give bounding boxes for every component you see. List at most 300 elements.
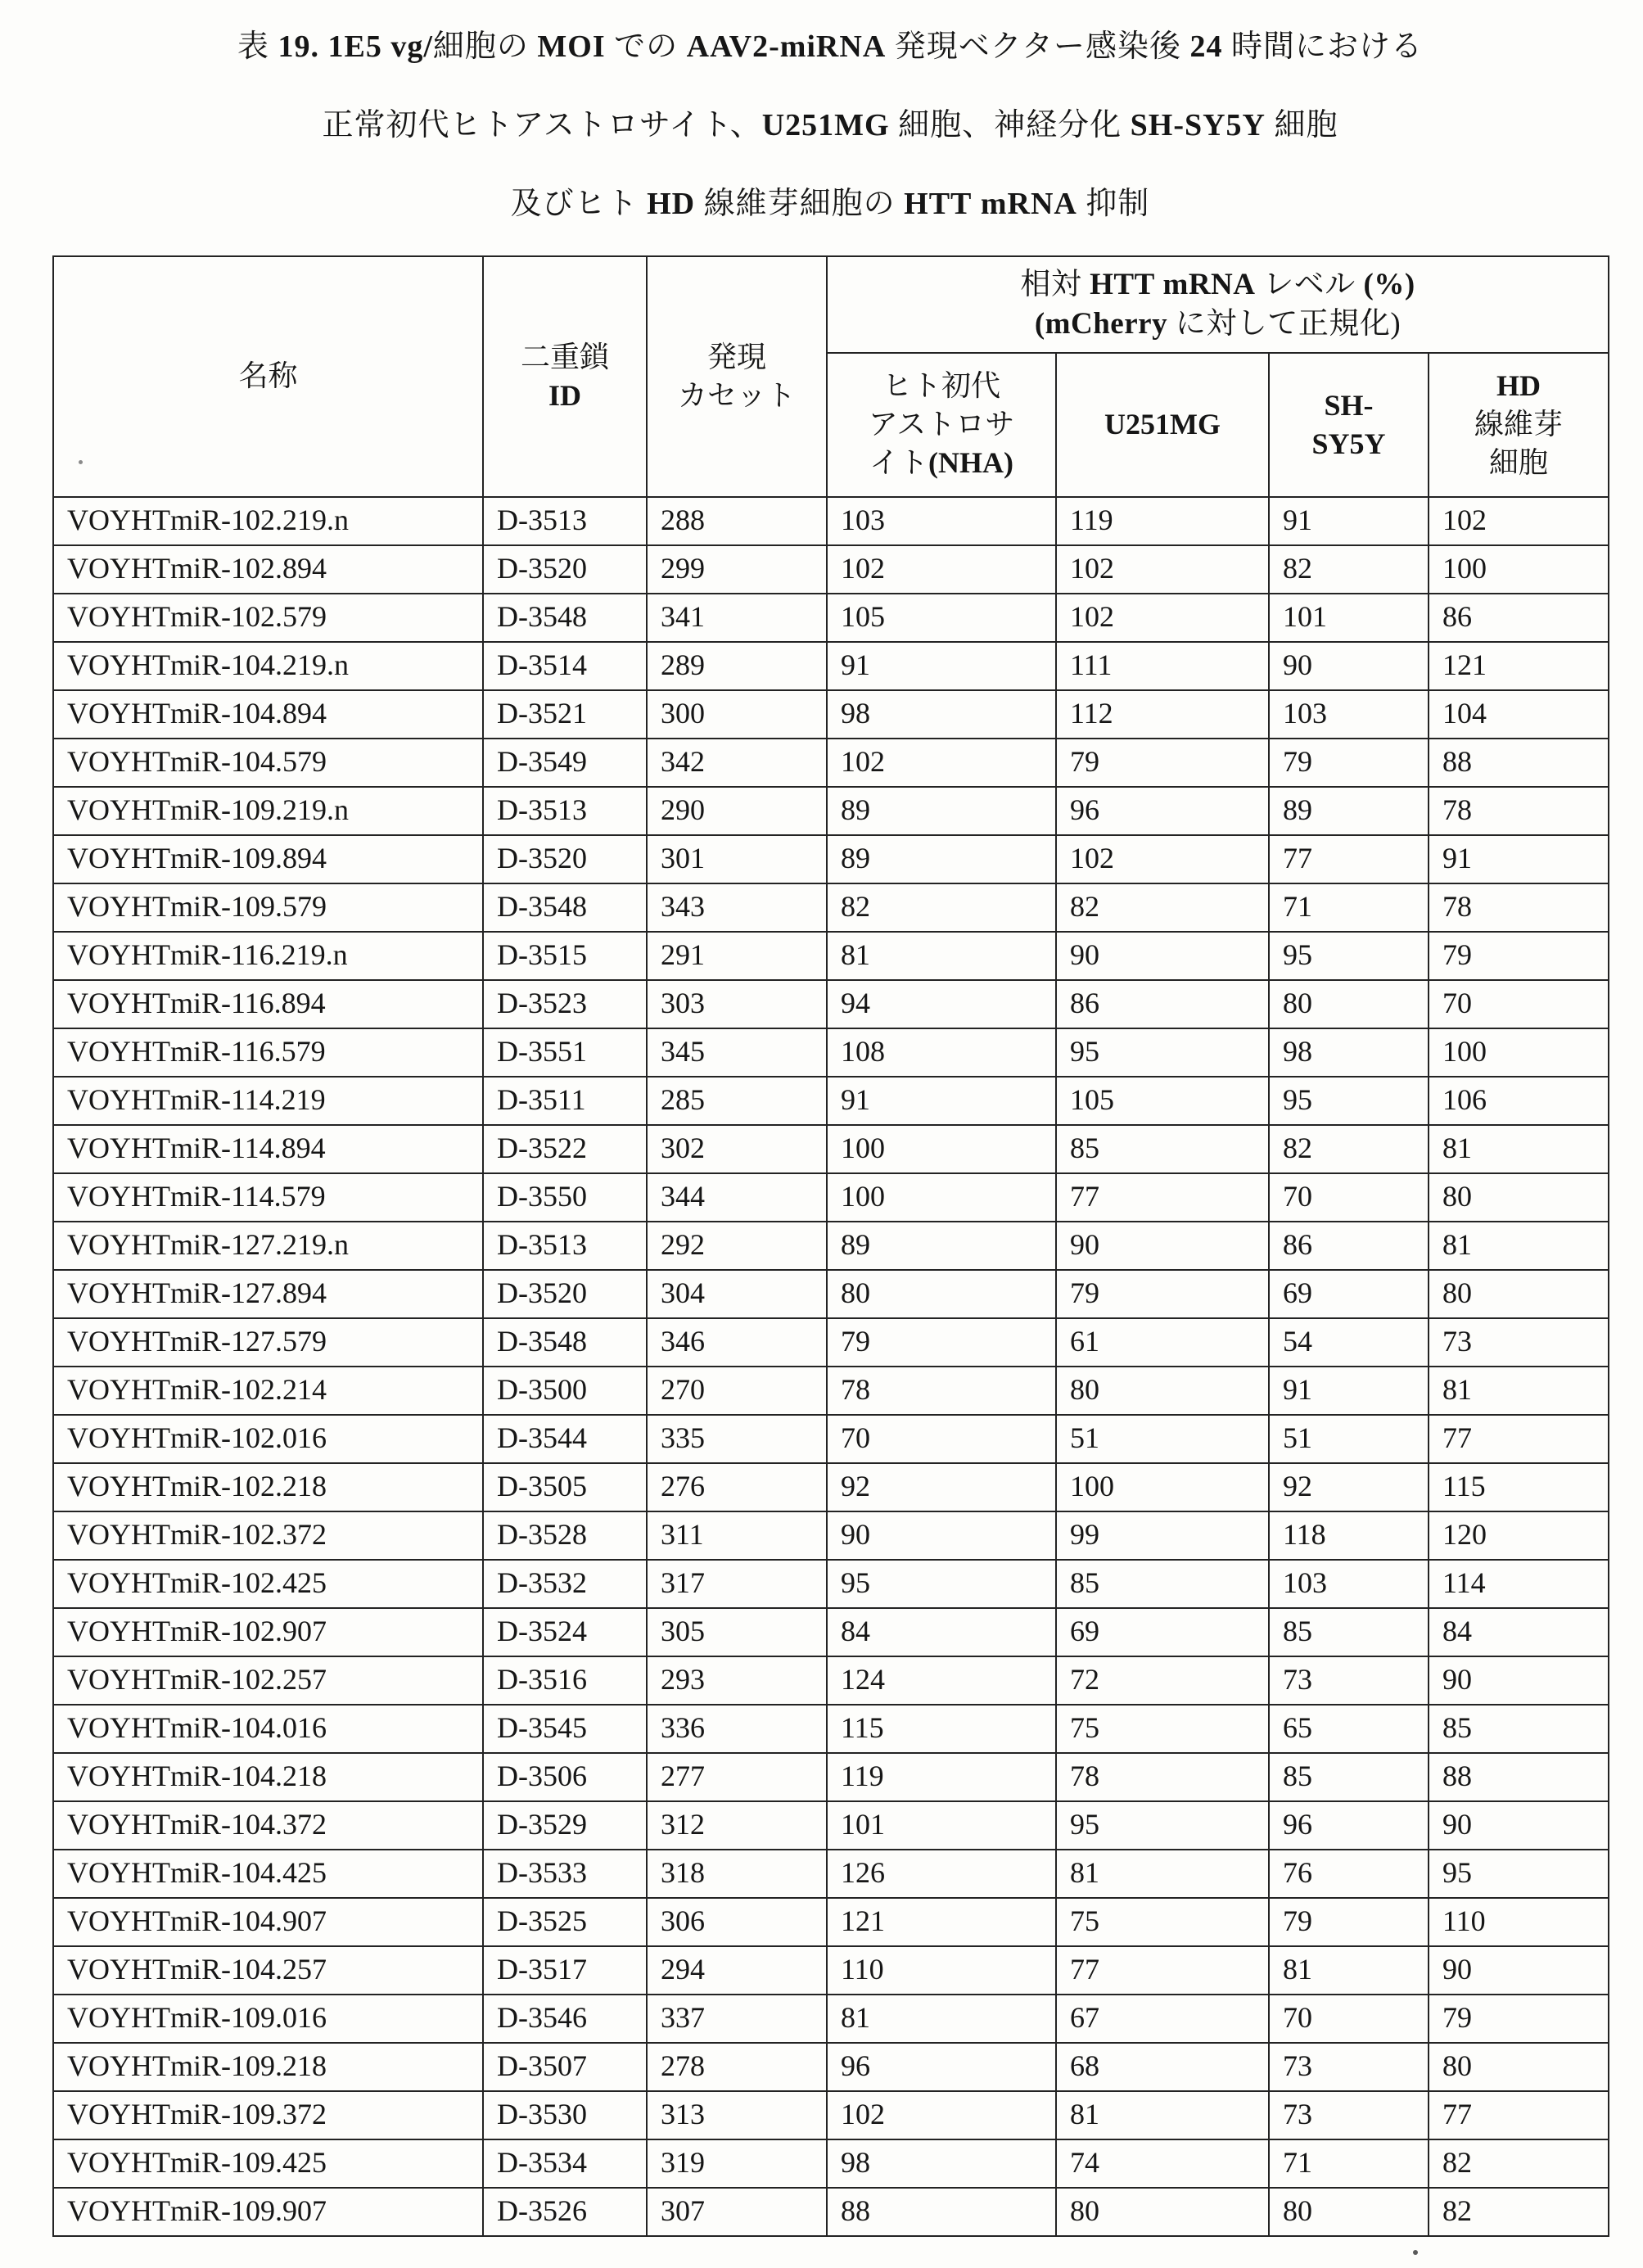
- nha-value-cell: 95: [827, 1560, 1056, 1608]
- shsy5y-value-cell: 96: [1269, 1801, 1429, 1850]
- duplex-id-cell: D-3522: [483, 1125, 647, 1173]
- nha-value-cell: 102: [827, 739, 1056, 787]
- shsy5y-value-cell: 95: [1269, 1077, 1429, 1125]
- table-row: [53, 497, 1609, 545]
- shsy5y-value-cell: 70: [1269, 1995, 1429, 2043]
- table-row: [53, 1753, 1609, 1801]
- scan-artifact-dot: [79, 460, 83, 464]
- table-row: [53, 1028, 1609, 1077]
- title-line-2: 正常初代ヒトアストロサイト、U251MG 細胞、神経分化 SH-SY5Y 細胞: [322, 107, 1338, 142]
- cassette-cell: 345: [647, 1028, 827, 1077]
- name-cell: VOYHTmiR-104.425: [53, 1850, 483, 1898]
- table-row: [53, 690, 1609, 739]
- nha-value-cell: 91: [827, 642, 1056, 690]
- name-cell: VOYHTmiR-102.579: [53, 594, 483, 642]
- duplex-id-cell: D-3528: [483, 1511, 647, 1560]
- shsy5y-value-cell: 95: [1269, 932, 1429, 980]
- duplex-id-cell: D-3548: [483, 594, 647, 642]
- u251mg-value-cell: 68: [1056, 2043, 1269, 2091]
- nha-value-cell: 88: [827, 2188, 1056, 2236]
- nha-value-cell: 82: [827, 883, 1056, 932]
- shsy5y-value-cell: 85: [1269, 1753, 1429, 1801]
- duplex-id-cell: D-3544: [483, 1415, 647, 1463]
- duplex-id-cell: D-3533: [483, 1850, 647, 1898]
- cassette-cell: 294: [647, 1946, 827, 1995]
- table-body: [53, 497, 1609, 2236]
- name-cell: VOYHTmiR-104.016: [53, 1705, 483, 1753]
- duplex-id-cell: D-3545: [483, 1705, 647, 1753]
- u251mg-value-cell: 67: [1056, 1995, 1269, 2043]
- table-row: [53, 1560, 1609, 1608]
- cassette-cell: 293: [647, 1656, 827, 1705]
- duplex-id-cell: D-3520: [483, 545, 647, 594]
- cassette-cell: 292: [647, 1222, 827, 1270]
- cassette-cell: 336: [647, 1705, 827, 1753]
- name-cell: VOYHTmiR-127.894: [53, 1270, 483, 1318]
- cassette-cell: 285: [647, 1077, 827, 1125]
- u251mg-value-cell: 72: [1056, 1656, 1269, 1705]
- shsy5y-value-cell: 79: [1269, 739, 1429, 787]
- cassette-cell: 288: [647, 497, 827, 545]
- hd-value-cell: 82: [1429, 2188, 1609, 2236]
- hd-value-cell: 80: [1429, 1270, 1609, 1318]
- nha-value-cell: 108: [827, 1028, 1056, 1077]
- table-row: [53, 642, 1609, 690]
- name-cell: VOYHTmiR-104.372: [53, 1801, 483, 1850]
- u251mg-value-cell: 96: [1056, 787, 1269, 835]
- hd-value-cell: 90: [1429, 1801, 1609, 1850]
- duplex-id-cell: D-3513: [483, 497, 647, 545]
- name-cell: VOYHTmiR-102.214: [53, 1367, 483, 1415]
- name-cell: VOYHTmiR-104.579: [53, 739, 483, 787]
- duplex-id-cell: D-3546: [483, 1995, 647, 2043]
- u251mg-value-cell: 100: [1056, 1463, 1269, 1511]
- nha-value-cell: 102: [827, 2091, 1056, 2139]
- header-sh-sy5y: SH- SY5Y: [1269, 353, 1429, 497]
- name-cell: VOYHTmiR-114.579: [53, 1173, 483, 1222]
- name-cell: VOYHTmiR-104.218: [53, 1753, 483, 1801]
- u251mg-value-cell: 90: [1056, 1222, 1269, 1270]
- nha-value-cell: 100: [827, 1173, 1056, 1222]
- duplex-id-cell: D-3505: [483, 1463, 647, 1511]
- u251mg-value-cell: 95: [1056, 1028, 1269, 1077]
- nha-value-cell: 101: [827, 1801, 1056, 1850]
- hd-value-cell: 81: [1429, 1367, 1609, 1415]
- u251mg-value-cell: 102: [1056, 835, 1269, 883]
- nha-value-cell: 103: [827, 497, 1056, 545]
- table-row: [53, 594, 1609, 642]
- header-name: 名称: [53, 256, 483, 497]
- nha-value-cell: 110: [827, 1946, 1056, 1995]
- nha-value-cell: 90: [827, 1511, 1056, 1560]
- u251mg-value-cell: 119: [1056, 497, 1269, 545]
- cassette-cell: 344: [647, 1173, 827, 1222]
- nha-value-cell: 100: [827, 1125, 1056, 1173]
- table-row: [53, 1995, 1609, 2043]
- title-line-1: 表 19. 1E5 vg/細胞の MOI での AAV2-miRNA 発現ベクター感染後 24 時間における: [237, 29, 1424, 64]
- u251mg-value-cell: 86: [1056, 980, 1269, 1028]
- nha-value-cell: 79: [827, 1318, 1056, 1367]
- u251mg-value-cell: 111: [1056, 642, 1269, 690]
- name-cell: VOYHTmiR-109.579: [53, 883, 483, 932]
- htt-mrna-suppression-table: [52, 255, 1609, 2237]
- shsy5y-value-cell: 76: [1269, 1850, 1429, 1898]
- hd-value-cell: 80: [1429, 1173, 1609, 1222]
- table-row: [53, 883, 1609, 932]
- cassette-cell: 299: [647, 545, 827, 594]
- table-title: [52, 31, 1608, 221]
- hd-value-cell: 88: [1429, 1753, 1609, 1801]
- u251mg-value-cell: 99: [1056, 1511, 1269, 1560]
- duplex-id-cell: D-3526: [483, 2188, 647, 2236]
- duplex-id-cell: D-3524: [483, 1608, 647, 1656]
- duplex-id-cell: D-3548: [483, 1318, 647, 1367]
- u251mg-value-cell: 69: [1056, 1608, 1269, 1656]
- cassette-cell: 301: [647, 835, 827, 883]
- shsy5y-value-cell: 65: [1269, 1705, 1429, 1753]
- u251mg-value-cell: 77: [1056, 1173, 1269, 1222]
- header-expression-cassette: 発現 カセット: [647, 256, 827, 497]
- table-row: [53, 1367, 1609, 1415]
- hd-value-cell: 85: [1429, 1705, 1609, 1753]
- hd-value-cell: 84: [1429, 1608, 1609, 1656]
- table-row: [53, 932, 1609, 980]
- hd-value-cell: 77: [1429, 1415, 1609, 1463]
- shsy5y-value-cell: 73: [1269, 2091, 1429, 2139]
- cassette-cell: 337: [647, 1995, 827, 2043]
- header-relative-htt-mrna-level: 相対 HTT mRNA レベル (%) (mCherry に対して正規化): [827, 256, 1609, 353]
- cassette-cell: 306: [647, 1898, 827, 1946]
- u251mg-value-cell: 78: [1056, 1753, 1269, 1801]
- nha-value-cell: 98: [827, 690, 1056, 739]
- table-row: [53, 545, 1609, 594]
- name-cell: VOYHTmiR-102.219.n: [53, 497, 483, 545]
- duplex-id-cell: D-3529: [483, 1801, 647, 1850]
- nha-value-cell: 78: [827, 1367, 1056, 1415]
- shsy5y-value-cell: 80: [1269, 2188, 1429, 2236]
- duplex-id-cell: D-3506: [483, 1753, 647, 1801]
- shsy5y-value-cell: 77: [1269, 835, 1429, 883]
- cassette-cell: 307: [647, 2188, 827, 2236]
- nha-value-cell: 89: [827, 1222, 1056, 1270]
- duplex-id-cell: D-3534: [483, 2139, 647, 2188]
- table-row: [53, 1656, 1609, 1705]
- u251mg-value-cell: 74: [1056, 2139, 1269, 2188]
- nha-value-cell: 102: [827, 545, 1056, 594]
- duplex-id-cell: D-3520: [483, 1270, 647, 1318]
- name-cell: VOYHTmiR-114.894: [53, 1125, 483, 1173]
- name-cell: VOYHTmiR-104.257: [53, 1946, 483, 1995]
- duplex-id-cell: D-3511: [483, 1077, 647, 1125]
- hd-value-cell: 79: [1429, 1995, 1609, 2043]
- nha-value-cell: 92: [827, 1463, 1056, 1511]
- hd-value-cell: 90: [1429, 1946, 1609, 1995]
- cassette-cell: 342: [647, 739, 827, 787]
- cassette-cell: 300: [647, 690, 827, 739]
- u251mg-value-cell: 79: [1056, 1270, 1269, 1318]
- cassette-cell: 277: [647, 1753, 827, 1801]
- u251mg-value-cell: 61: [1056, 1318, 1269, 1367]
- hd-value-cell: 88: [1429, 739, 1609, 787]
- cassette-cell: 270: [647, 1367, 827, 1415]
- header-hd-fibroblast: HD 線維芽 細胞: [1429, 353, 1609, 497]
- hd-value-cell: 90: [1429, 1656, 1609, 1705]
- hd-value-cell: 81: [1429, 1222, 1609, 1270]
- hd-value-cell: 100: [1429, 1028, 1609, 1077]
- name-cell: VOYHTmiR-102.907: [53, 1608, 483, 1656]
- header-nha-astrocytes: ヒト初代 アストロサ イト(NHA): [827, 353, 1056, 497]
- table-row: [53, 2043, 1609, 2091]
- nha-value-cell: 91: [827, 1077, 1056, 1125]
- table-row: [53, 787, 1609, 835]
- hd-value-cell: 110: [1429, 1898, 1609, 1946]
- duplex-id-cell: D-3525: [483, 1898, 647, 1946]
- name-cell: VOYHTmiR-104.219.n: [53, 642, 483, 690]
- name-cell: VOYHTmiR-109.219.n: [53, 787, 483, 835]
- name-cell: VOYHTmiR-109.425: [53, 2139, 483, 2188]
- title-line-3: 及びヒト HD 線維芽細胞の HTT mRNA 抑制: [510, 186, 1150, 221]
- u251mg-value-cell: 80: [1056, 2188, 1269, 2236]
- duplex-id-cell: D-3549: [483, 739, 647, 787]
- name-cell: VOYHTmiR-102.372: [53, 1511, 483, 1560]
- cassette-cell: 303: [647, 980, 827, 1028]
- nha-value-cell: 89: [827, 787, 1056, 835]
- u251mg-value-cell: 75: [1056, 1705, 1269, 1753]
- table-row: [53, 1318, 1609, 1367]
- duplex-id-cell: D-3532: [483, 1560, 647, 1608]
- shsy5y-value-cell: 82: [1269, 545, 1429, 594]
- cassette-cell: 278: [647, 2043, 827, 2091]
- shsy5y-value-cell: 81: [1269, 1946, 1429, 1995]
- shsy5y-value-cell: 82: [1269, 1125, 1429, 1173]
- duplex-id-cell: D-3500: [483, 1367, 647, 1415]
- hd-value-cell: 80: [1429, 2043, 1609, 2091]
- name-cell: VOYHTmiR-104.894: [53, 690, 483, 739]
- shsy5y-value-cell: 89: [1269, 787, 1429, 835]
- shsy5y-value-cell: 80: [1269, 980, 1429, 1028]
- nha-value-cell: 80: [827, 1270, 1056, 1318]
- shsy5y-value-cell: 54: [1269, 1318, 1429, 1367]
- u251mg-value-cell: 95: [1056, 1801, 1269, 1850]
- name-cell: VOYHTmiR-102.218: [53, 1463, 483, 1511]
- u251mg-value-cell: 75: [1056, 1898, 1269, 1946]
- duplex-id-cell: D-3551: [483, 1028, 647, 1077]
- u251mg-value-cell: 90: [1056, 932, 1269, 980]
- shsy5y-value-cell: 90: [1269, 642, 1429, 690]
- shsy5y-value-cell: 86: [1269, 1222, 1429, 1270]
- hd-value-cell: 115: [1429, 1463, 1609, 1511]
- table-row: [53, 1705, 1609, 1753]
- cassette-cell: 341: [647, 594, 827, 642]
- u251mg-value-cell: 77: [1056, 1946, 1269, 1995]
- cassette-cell: 318: [647, 1850, 827, 1898]
- hd-value-cell: 78: [1429, 883, 1609, 932]
- name-cell: VOYHTmiR-102.257: [53, 1656, 483, 1705]
- cassette-cell: 311: [647, 1511, 827, 1560]
- duplex-id-cell: D-3521: [483, 690, 647, 739]
- duplex-id-cell: D-3507: [483, 2043, 647, 2091]
- table-row: [53, 1801, 1609, 1850]
- table-row: [53, 1946, 1609, 1995]
- table-row: [53, 2091, 1609, 2139]
- cassette-cell: 346: [647, 1318, 827, 1367]
- duplex-id-cell: D-3550: [483, 1173, 647, 1222]
- nha-value-cell: 105: [827, 594, 1056, 642]
- hd-value-cell: 106: [1429, 1077, 1609, 1125]
- hd-value-cell: 78: [1429, 787, 1609, 835]
- duplex-id-cell: D-3513: [483, 1222, 647, 1270]
- nha-value-cell: 119: [827, 1753, 1056, 1801]
- nha-value-cell: 121: [827, 1898, 1056, 1946]
- nha-value-cell: 81: [827, 932, 1056, 980]
- shsy5y-value-cell: 51: [1269, 1415, 1429, 1463]
- table-row: [53, 1222, 1609, 1270]
- hd-value-cell: 82: [1429, 2139, 1609, 2188]
- shsy5y-value-cell: 73: [1269, 1656, 1429, 1705]
- name-cell: VOYHTmiR-114.219: [53, 1077, 483, 1125]
- nha-value-cell: 89: [827, 835, 1056, 883]
- scan-artifact-dot: [1413, 2250, 1418, 2255]
- duplex-id-cell: D-3513: [483, 787, 647, 835]
- u251mg-value-cell: 105: [1056, 1077, 1269, 1125]
- u251mg-value-cell: 82: [1056, 883, 1269, 932]
- table-row: [53, 2139, 1609, 2188]
- duplex-id-cell: D-3520: [483, 835, 647, 883]
- name-cell: VOYHTmiR-104.907: [53, 1898, 483, 1946]
- shsy5y-value-cell: 73: [1269, 2043, 1429, 2091]
- u251mg-value-cell: 80: [1056, 1367, 1269, 1415]
- cassette-cell: 335: [647, 1415, 827, 1463]
- cassette-cell: 305: [647, 1608, 827, 1656]
- shsy5y-value-cell: 71: [1269, 883, 1429, 932]
- duplex-id-cell: D-3516: [483, 1656, 647, 1705]
- duplex-id-cell: D-3548: [483, 883, 647, 932]
- table-header: [53, 256, 1609, 497]
- table-row: [53, 1125, 1609, 1173]
- shsy5y-value-cell: 91: [1269, 497, 1429, 545]
- cassette-cell: 313: [647, 2091, 827, 2139]
- hd-value-cell: 70: [1429, 980, 1609, 1028]
- u251mg-value-cell: 102: [1056, 545, 1269, 594]
- nha-value-cell: 126: [827, 1850, 1056, 1898]
- table-row: [53, 739, 1609, 787]
- name-cell: VOYHTmiR-109.372: [53, 2091, 483, 2139]
- hd-value-cell: 114: [1429, 1560, 1609, 1608]
- u251mg-value-cell: 112: [1056, 690, 1269, 739]
- table-row: [53, 1173, 1609, 1222]
- shsy5y-value-cell: 69: [1269, 1270, 1429, 1318]
- hd-value-cell: 100: [1429, 545, 1609, 594]
- name-cell: VOYHTmiR-109.016: [53, 1995, 483, 2043]
- duplex-id-cell: D-3523: [483, 980, 647, 1028]
- u251mg-value-cell: 79: [1056, 739, 1269, 787]
- table-row: [53, 1608, 1609, 1656]
- table-row: [53, 1270, 1609, 1318]
- hd-value-cell: 95: [1429, 1850, 1609, 1898]
- name-cell: VOYHTmiR-116.219.n: [53, 932, 483, 980]
- u251mg-value-cell: 85: [1056, 1125, 1269, 1173]
- u251mg-value-cell: 81: [1056, 2091, 1269, 2139]
- shsy5y-value-cell: 70: [1269, 1173, 1429, 1222]
- table-row: [53, 2188, 1609, 2236]
- table-row: [53, 1511, 1609, 1560]
- name-cell: VOYHTmiR-116.579: [53, 1028, 483, 1077]
- hd-value-cell: 120: [1429, 1511, 1609, 1560]
- name-cell: VOYHTmiR-109.907: [53, 2188, 483, 2236]
- cassette-cell: 289: [647, 642, 827, 690]
- cassette-cell: 290: [647, 787, 827, 835]
- hd-value-cell: 86: [1429, 594, 1609, 642]
- u251mg-value-cell: 51: [1056, 1415, 1269, 1463]
- nha-value-cell: 84: [827, 1608, 1056, 1656]
- shsy5y-value-cell: 71: [1269, 2139, 1429, 2188]
- nha-value-cell: 124: [827, 1656, 1056, 1705]
- cassette-cell: 319: [647, 2139, 827, 2188]
- name-cell: VOYHTmiR-127.219.n: [53, 1222, 483, 1270]
- table-row: [53, 1898, 1609, 1946]
- table-row: [53, 1077, 1609, 1125]
- u251mg-value-cell: 81: [1056, 1850, 1269, 1898]
- cassette-cell: 276: [647, 1463, 827, 1511]
- duplex-id-cell: D-3515: [483, 932, 647, 980]
- nha-value-cell: 96: [827, 2043, 1056, 2091]
- duplex-id-cell: D-3530: [483, 2091, 647, 2139]
- name-cell: VOYHTmiR-127.579: [53, 1318, 483, 1367]
- shsy5y-value-cell: 98: [1269, 1028, 1429, 1077]
- u251mg-value-cell: 85: [1056, 1560, 1269, 1608]
- shsy5y-value-cell: 79: [1269, 1898, 1429, 1946]
- table-row: [53, 980, 1609, 1028]
- hd-value-cell: 79: [1429, 932, 1609, 980]
- nha-value-cell: 115: [827, 1705, 1056, 1753]
- u251mg-value-cell: 102: [1056, 594, 1269, 642]
- header-u251mg: U251MG: [1056, 353, 1269, 497]
- name-cell: VOYHTmiR-116.894: [53, 980, 483, 1028]
- cassette-cell: 317: [647, 1560, 827, 1608]
- name-cell: VOYHTmiR-102.425: [53, 1560, 483, 1608]
- hd-value-cell: 81: [1429, 1125, 1609, 1173]
- hd-value-cell: 77: [1429, 2091, 1609, 2139]
- hd-value-cell: 104: [1429, 690, 1609, 739]
- shsy5y-value-cell: 101: [1269, 594, 1429, 642]
- nha-value-cell: 94: [827, 980, 1056, 1028]
- shsy5y-value-cell: 103: [1269, 690, 1429, 739]
- shsy5y-value-cell: 103: [1269, 1560, 1429, 1608]
- shsy5y-value-cell: 91: [1269, 1367, 1429, 1415]
- cassette-cell: 291: [647, 932, 827, 980]
- header-row-group: [53, 256, 1609, 353]
- nha-value-cell: 98: [827, 2139, 1056, 2188]
- cassette-cell: 302: [647, 1125, 827, 1173]
- hd-value-cell: 121: [1429, 642, 1609, 690]
- name-cell: VOYHTmiR-109.894: [53, 835, 483, 883]
- cassette-cell: 312: [647, 1801, 827, 1850]
- table-row: [53, 1463, 1609, 1511]
- hd-value-cell: 73: [1429, 1318, 1609, 1367]
- shsy5y-value-cell: 92: [1269, 1463, 1429, 1511]
- duplex-id-cell: D-3517: [483, 1946, 647, 1995]
- hd-value-cell: 102: [1429, 497, 1609, 545]
- table-row: [53, 1850, 1609, 1898]
- nha-value-cell: 81: [827, 1995, 1056, 2043]
- cassette-cell: 304: [647, 1270, 827, 1318]
- duplex-id-cell: D-3514: [483, 642, 647, 690]
- hd-value-cell: 91: [1429, 835, 1609, 883]
- shsy5y-value-cell: 85: [1269, 1608, 1429, 1656]
- table-row: [53, 1415, 1609, 1463]
- cassette-cell: 343: [647, 883, 827, 932]
- name-cell: VOYHTmiR-102.894: [53, 545, 483, 594]
